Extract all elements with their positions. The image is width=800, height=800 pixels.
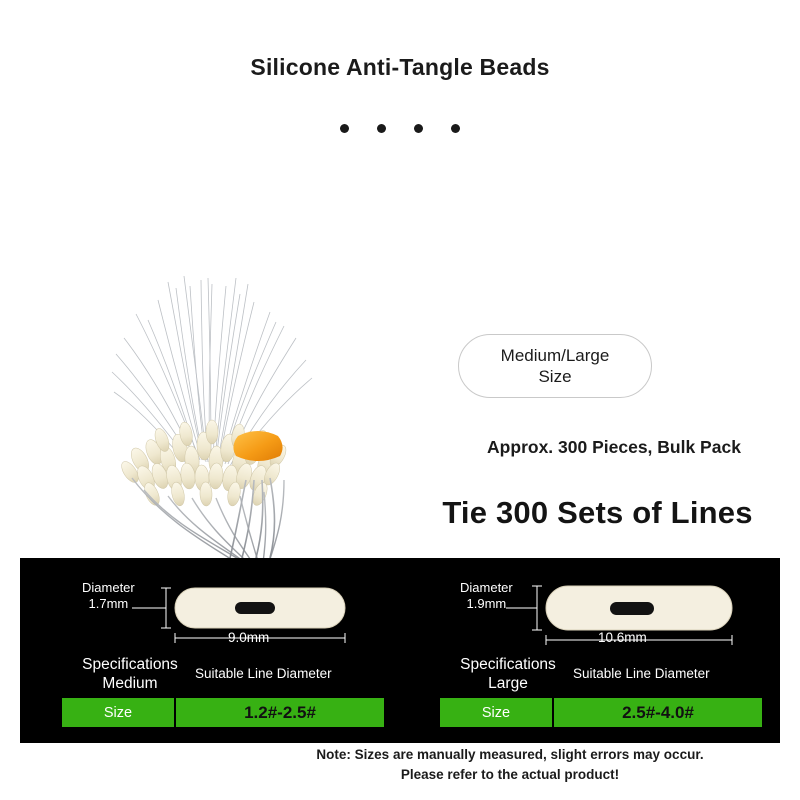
- bead-diagram-large: [398, 572, 768, 654]
- dot-icon: [451, 124, 460, 133]
- dot-icon: [414, 124, 423, 133]
- bead-diagram-svg: [398, 572, 768, 654]
- spec-word: Specifications: [82, 656, 178, 673]
- bead-bundle-illustration: [40, 160, 420, 560]
- size-word-large: Size: [481, 704, 511, 721]
- footer-note: [230, 745, 790, 786]
- diameter-label-large: [460, 580, 513, 613]
- headline-text: Tie 300 Sets of Lines: [442, 495, 753, 530]
- spec-size: Medium: [102, 674, 158, 692]
- diameter-word: Diameter: [82, 580, 135, 595]
- size-range-large: 2.5#-4.0#: [622, 702, 694, 722]
- footer-note-line1: Note: Sizes are manually measured, slight errors may occur.: [316, 747, 704, 762]
- size-pill-badge: [458, 334, 652, 398]
- spec-name-large: [440, 656, 576, 693]
- spec-size: Large: [488, 674, 528, 692]
- length-value-medium: 9.0mm: [228, 630, 270, 645]
- spec-word: Specifications: [460, 656, 556, 673]
- footer-note-line2: Please refer to the actual product!: [400, 767, 620, 783]
- spec-name-medium: [62, 656, 198, 693]
- size-range-medium: 1.2#-2.5#: [244, 702, 316, 722]
- page-title: Silicone Anti-Tangle Beads: [250, 54, 550, 80]
- diameter-value: 1.7mm: [88, 596, 129, 612]
- dot-icon: [377, 124, 386, 133]
- bead-bundle-photo: [40, 160, 420, 560]
- diameter-value: 1.9mm: [466, 596, 507, 612]
- size-word-medium: Size: [103, 704, 133, 721]
- decorative-dots: [0, 124, 800, 133]
- spec-block-medium: [20, 558, 390, 743]
- length-value-large: 10.6mm: [598, 630, 647, 645]
- size-pill-line1: Medium/Large: [500, 345, 610, 365]
- diameter-word: Diameter: [460, 580, 513, 595]
- size-pill-line2: Size: [538, 367, 572, 386]
- quantity-text: Approx. 300 Pieces, Bulk Pack: [487, 437, 741, 457]
- suitable-line-diameter-label-medium: Suitable Line Diameter: [195, 666, 332, 681]
- spec-block-large: [398, 558, 768, 743]
- suitable-line-diameter-label-large: Suitable Line Diameter: [573, 666, 710, 681]
- specifications-panel: [20, 558, 780, 743]
- diameter-label-medium: [82, 580, 135, 613]
- size-range-row-medium: [62, 698, 384, 727]
- bead-diagram-svg: [20, 572, 390, 654]
- bead-diagram-medium: [20, 572, 390, 654]
- dot-icon: [340, 124, 349, 133]
- orange-clip-icon: [233, 431, 282, 461]
- size-range-row-large: [440, 698, 762, 727]
